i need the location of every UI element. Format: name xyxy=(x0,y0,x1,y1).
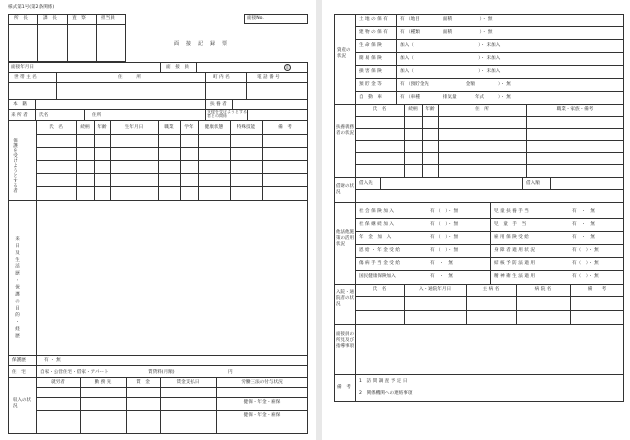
obligors-col-address: 住 所 xyxy=(475,107,489,112)
income-col-insurance: 労働三法の付与状況 xyxy=(241,380,283,385)
asset-damage-insurance-label: 損 害 保 険 xyxy=(359,69,382,74)
measure-child-allowance-value: 有 ・ 無 xyxy=(572,222,595,227)
phone-label: 電 話 番 号 xyxy=(257,75,280,80)
protection-history-label: 保護歴 xyxy=(12,358,26,363)
staff-opinion-side-label: 面接員の所見及び指導事項 xyxy=(336,332,354,349)
table-row xyxy=(36,186,308,187)
housing-yen: 円 xyxy=(228,370,233,375)
obligors-side-label: 扶養義務者の状況 xyxy=(336,125,354,136)
obligors-col-relation: 続柄 xyxy=(408,107,418,112)
income-col-worker: 就労者 xyxy=(51,380,65,385)
obligors-col-age: 年齢 xyxy=(425,107,435,112)
measure-pension-label: 年 金 加 入 xyxy=(359,235,392,240)
relation-caption: 支援を受けようとする者との関係 xyxy=(207,109,247,119)
visitor-address-label: 住所 xyxy=(92,113,102,118)
income-col-payday: 賃金支払日 xyxy=(176,380,200,385)
interviewer-label: 面 接 員 xyxy=(166,65,189,70)
debt-side-label: 借財の状況 xyxy=(336,184,354,195)
measure-employment-insurance-label: 雇 用 保 険 受 給 xyxy=(494,235,529,240)
asset-car-value: 有 （車種 排気量 年式 ）・ 無 xyxy=(400,95,511,100)
history-text-area[interactable] xyxy=(37,201,307,354)
visitor-name-label: 氏名 xyxy=(39,113,49,118)
asset-building-value: 有 （種類 面積 ）・ 無 xyxy=(400,30,493,35)
housing-label: 住 宅 xyxy=(12,370,26,375)
other-measures-side-label: 他法他施策の活用状況 xyxy=(336,230,354,247)
table-row xyxy=(355,140,624,141)
approval-header-section-chief: 課 長 xyxy=(43,16,57,21)
remarks-item-visit-date: 1 訪 問 調 査 予 定 日 xyxy=(359,379,408,384)
table-row xyxy=(355,152,624,153)
hospital-side-label: 入院・通院者の状況 xyxy=(336,290,354,307)
asset-land-value: 有 （地目 面積 ）・ 無 xyxy=(400,17,493,22)
housing-rent-label: 賃貸料(月額) xyxy=(148,370,175,375)
approval-header-caseworker: 担当員 xyxy=(101,16,115,21)
table-row xyxy=(36,173,308,174)
visitor-label: 来 所 者 xyxy=(11,113,28,118)
application-no-label: 面接No. xyxy=(247,16,264,21)
assets-side-label: 資産の状況 xyxy=(337,48,351,59)
measure-mental-health-value: 有（ ）・ 無 xyxy=(572,274,599,279)
table-row xyxy=(36,410,308,411)
asset-car-label: 自 動 車 xyxy=(359,95,382,100)
measure-tuberculosis-label: 結 核 予 防 法 適 用 xyxy=(494,261,535,266)
hospital-col-hospital: 病 院 名 xyxy=(534,287,552,292)
measure-sickness-allowance-label: 傷 病 手 当 金 受 給 xyxy=(359,261,400,266)
members-col-grade: 学年 xyxy=(184,125,194,130)
measure-national-health-value: 有 ・ 無 xyxy=(430,274,453,279)
approval-header-inspector: 査 察 xyxy=(72,16,86,21)
income-col-wage: 賃 金 xyxy=(136,380,150,385)
members-col-skills: 特殊技能 xyxy=(236,125,256,130)
asset-land-label: 土 地 の 保 有 xyxy=(359,17,388,22)
measure-pension-benefit-value: 有 （ ）・ 無 xyxy=(430,248,459,253)
form-title: 面 接 記 録 票 xyxy=(174,41,229,47)
housing-options: 自家・公営住宅・借家・アパート xyxy=(40,370,109,375)
domicile-label: 本 籍 xyxy=(13,102,27,107)
measure-national-health-label: 国民健康保険加入 xyxy=(359,274,396,279)
hospital-col-name: 氏 名 xyxy=(372,287,387,292)
history-side-label: 来 日 及 生 活 歴 ・ 保 護 の 目 的 ・ 経 歴 xyxy=(14,236,20,339)
interview-date-label: 面接年月日 xyxy=(11,65,34,70)
members-col-notes: 備 考 xyxy=(278,125,292,130)
asset-postal-insurance-label: 簡 易 保 険 xyxy=(359,56,382,61)
hospital-col-disease: 主 病 名 xyxy=(482,287,500,292)
measure-child-support-value: 有 ・ 無 xyxy=(572,209,595,214)
remarks-item-contact: 2 関係機関への連絡事項 xyxy=(359,391,413,396)
measure-tuberculosis-value: 有（ ）・ 無 xyxy=(572,261,599,266)
table-row xyxy=(36,160,308,161)
protection-history-value: 有 ・ 無 xyxy=(44,358,61,363)
remarks-side-label: 備 考 xyxy=(337,385,351,390)
dependent-label: 扶 養 者 xyxy=(210,102,227,107)
measure-employment-insurance-value: 有 ・ 無 xyxy=(572,235,595,240)
members-col-occupation: 職業 xyxy=(164,125,174,130)
measure-continued-insurance-value: 有 （ ）・ 無 xyxy=(430,222,459,227)
approval-header-director: 所 長 xyxy=(14,16,28,21)
household-head-label: 世 帯 主 名 xyxy=(14,75,37,80)
asset-postal-insurance-value: 加入（ ）・ 未加入 xyxy=(400,56,501,61)
asset-savings-value: 有 （預貯金先 金額 ）・ 無 xyxy=(400,82,511,87)
measure-sickness-allowance-value: 有 ・ 無 xyxy=(430,261,453,266)
obligors-col-notes: 職業・家族・備考 xyxy=(556,107,594,112)
address-label: 住 所 xyxy=(118,75,141,80)
members-side-label: 保護を受けようとする者 xyxy=(12,138,18,193)
income-side-label: 収入の状況 xyxy=(13,398,31,409)
staff-opinion-text-area[interactable] xyxy=(356,325,623,373)
asset-life-insurance-value: 加入（ ）・ 未加入 xyxy=(400,43,501,48)
measure-pension-value: 有 （ ）・ 無 xyxy=(430,235,459,240)
table-row xyxy=(36,147,308,148)
measure-disability-label: 身 障 者 適 用 状 況 xyxy=(494,248,535,253)
measure-child-allowance-label: 児 童 手 当 xyxy=(494,222,527,227)
income-insurance-row-2: 健保・年金・雇保 xyxy=(243,413,281,418)
table-row xyxy=(36,397,308,398)
seal-mark: 印 xyxy=(285,65,290,70)
measure-disability-value: 有（ ）・ 無 xyxy=(572,248,599,253)
hospital-col-date: 入・通院年月日 xyxy=(418,287,452,292)
measure-mental-health-label: 精 神 衛 生 法 適 用 xyxy=(494,274,535,279)
members-col-age: 年齢 xyxy=(97,125,107,130)
measure-pension-benefit-label: 恩 給 ・ 年 金 受 給 xyxy=(359,248,400,253)
table-row xyxy=(355,164,624,165)
members-col-health: 健康状態 xyxy=(204,125,224,130)
debt-amount-label: 借入額 xyxy=(526,181,540,186)
measure-social-insurance-label: 社 会 保 険 加 入 xyxy=(359,209,394,214)
asset-savings-label: 預 貯 金 等 xyxy=(359,82,382,87)
debt-lender-label: 借入先 xyxy=(359,181,373,186)
members-col-relation: 続柄 xyxy=(80,125,90,130)
hospital-col-notes: 備 考 xyxy=(587,287,607,292)
measure-child-support-label: 児 童 扶 養 手 当 xyxy=(494,209,529,214)
measure-continued-insurance-label: 社 保 継 続 加 入 xyxy=(359,222,394,227)
table-row xyxy=(355,310,624,311)
measure-social-insurance-value: 有 （ ）・ 無 xyxy=(430,209,459,214)
members-col-name: 氏 名 xyxy=(49,125,63,130)
town-label: 町 内 名 xyxy=(213,75,230,80)
asset-damage-insurance-value: 加入（ ）・ 未加入 xyxy=(400,69,501,74)
asset-life-insurance-label: 生 命 保 険 xyxy=(359,43,382,48)
income-insurance-row-1: 健保・年金・雇保 xyxy=(243,400,281,405)
obligors-col-name: 氏 名 xyxy=(372,107,387,112)
asset-building-label: 建 物 の 保 有 xyxy=(359,30,388,35)
income-col-workplace: 勤 務 先 xyxy=(94,380,112,385)
table-row xyxy=(355,128,624,129)
form-number: 様式第1号(第2条関係) xyxy=(8,5,55,10)
form-page-2 xyxy=(322,0,630,440)
members-col-birthdate: 生年月日 xyxy=(124,125,144,130)
